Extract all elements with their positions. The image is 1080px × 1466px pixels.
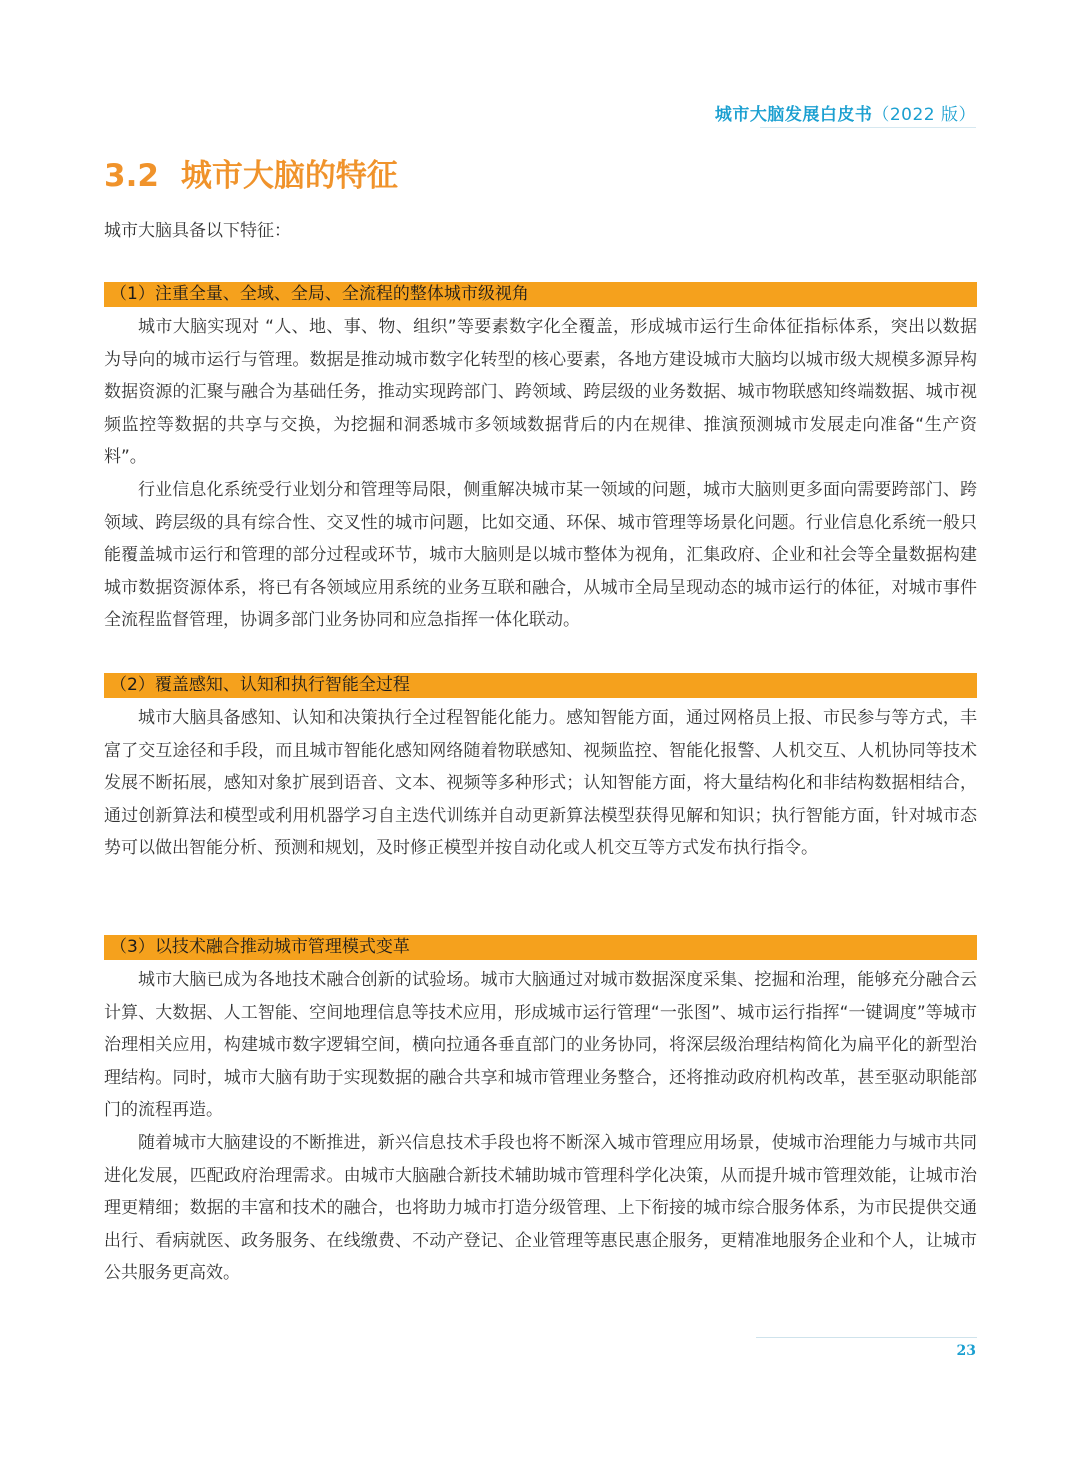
section-number: 3.2 — [104, 158, 159, 194]
paragraph: 行业信息化系统受行业划分和管理等局限，侧重解决城市某一领域的问题，城市大脑则更多面向需要跨部门、跨领域、跨层级的具有综合性、交叉性的城市问题，比如交通、环保、城市管理等场景化问题。行业信息化系统一般只能覆盖城市运行和管理的部分过程或环节，城市大脑则是以城市整体为视角，汇集政府、企业和社会等全量数据构建城市数据资源体系，将已有各领域应用系统的业务互联和融合，从城市全局呈现动态的城市运行的体征，对城市事件全流程监督管理，协调多部门业务协同和应急指挥一体化联动。 — [104, 479, 977, 631]
running-header-title: 城市大脑发展白皮书 — [714, 105, 873, 125]
subsection-heading: （3）以技术融合推动城市管理模式变革 — [104, 935, 977, 960]
paragraph: 随着城市大脑建设的不断推进，新兴信息技术手段也将不断深入城市管理应用场景，使城市治理能力与城市共同进化发展，匹配政府治理需求。由城市大脑融合新技术辅助城市管理科学化决策，从而提升城市管理效能，让城市治理更精细；数据的丰富和技术的融合，也将助力城市打造分级管理、上下衔接的城市综合服务体系，为市民提供交通出行、看病就医、政务服务、在线缴费、不动产登记、企业管理等惠民惠企服务，更精准地服务企业和个人，让城市公共服务更高效。 — [104, 1132, 977, 1284]
subsection-1 — [104, 282, 977, 637]
running-header-edition: （2022 版） — [872, 105, 976, 125]
paragraph: 城市大脑具备感知、认知和决策执行全过程智能化能力。感知智能方面，通过网格员上报、市民参与等方式，丰富了交互途径和手段，而且城市智能化感知网络随着物联感知、视频监控、智能化报警、人机交互、人机协同等技术发展不断拓展，感知对象扩展到语音、文本、视频等多种形式；认知智能方面，将大量结构化和非结构数据相结合，通过创新算法和模型或利用机器学习自主迭代训练并自动更新算法模型获得见解和知识；执行智能方面，针对城市态势可以做出智能分析、预测和规划，及时修正模型并按自动化或人机交互等方式发布执行指令。 — [104, 708, 977, 859]
subsection-2 — [104, 673, 977, 865]
intro-text: 城市大脑具备以下特征： — [104, 221, 291, 241]
paragraph: 城市大脑实现对 “人、地、事、物、组织”等要素数字化全覆盖，形成城市运行生命体征指标体系，突出以数据为导向的城市运行与管理。数据是推动城市数字化转型的核心要素，各地方建设城市大脑均以城市级大规模多源异构数据资源的汇聚与融合为基础任务，推动实现跨部门、跨领域、跨层级的业务数据、城市物联感知终端数据、城市视频监控等数据的共享与交换，为挖掘和洞悉城市多领域数据背后的内在规律、推演预测城市发展走向准备“生产资料”。 — [104, 317, 977, 468]
header-divider — [760, 127, 976, 128]
page-title — [104, 150, 398, 195]
footer-divider — [756, 1337, 977, 1338]
subsection-heading: （1）注重全量、全域、全局、全流程的整体城市级视角 — [104, 282, 977, 307]
section-title-text: 城市大脑的特征 — [180, 158, 398, 194]
page-number: 23 — [956, 1343, 976, 1359]
subsection-heading: （2）覆盖感知、认知和执行智能全过程 — [104, 673, 977, 698]
subsection-3 — [104, 935, 977, 1290]
running-header — [715, 100, 976, 125]
paragraph: 城市大脑已成为各地技术融合创新的试验场。城市大脑通过对城市数据深度采集、挖掘和治理，能够充分融合云计算、大数据、人工智能、空间地理信息等技术应用，形成城市运行管理“一张图”、城市运行指挥“一键调度”等城市治理相关应用，构建城市数字逻辑空间，横向拉通各垂直部门的业务协同，将深层级治理结构简化为扁平化的新型治理结构。同时，城市大脑有助于实现数据的融合共享和城市管理业务整合，还将推动政府机构改革，甚至驱动职能部门的流程再造。 — [104, 970, 977, 1121]
